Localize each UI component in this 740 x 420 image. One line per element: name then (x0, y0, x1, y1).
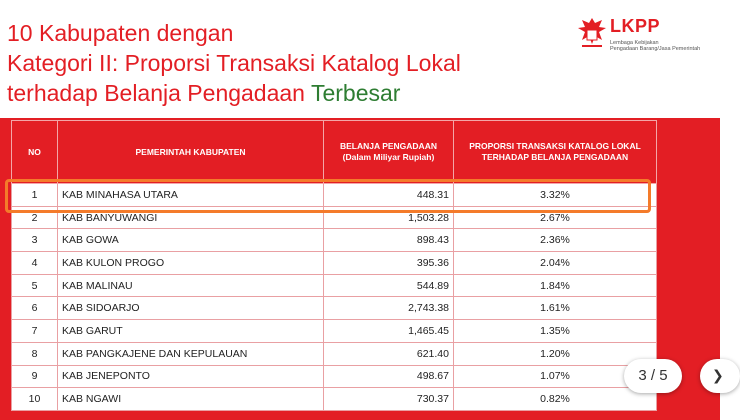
cell-no: 10 (12, 388, 58, 411)
kabupaten-table (11, 120, 657, 411)
cell-spend: 898.43 (324, 229, 454, 252)
cell-name: KAB NGAWI (58, 388, 324, 411)
title-highlight-word: Terbesar (310, 80, 401, 106)
table-row (12, 297, 657, 320)
cell-name: KAB PANGKAJENE DAN KEPULAUAN (58, 342, 324, 365)
table-row (12, 229, 657, 252)
cell-name: KAB MINAHASA UTARA (58, 184, 324, 207)
cell-no: 9 (12, 365, 58, 388)
table-row (12, 388, 657, 411)
row-highlight-box (5, 179, 651, 213)
header-share: PROPORSI TRANSAKSI KATALOG LOKAL TERHADAP BELANJA PENGADAAN (454, 121, 657, 184)
cell-share: 2.36% (454, 229, 657, 252)
title-line-3 (7, 78, 567, 108)
cell-share: 0.82% (454, 388, 657, 411)
cell-no: 4 (12, 252, 58, 275)
cell-name: KAB SIDOARJO (58, 297, 324, 320)
cell-share: 2.67% (454, 206, 657, 229)
cell-name: KAB MALINAU (58, 274, 324, 297)
table-row (12, 320, 657, 343)
logo-subtitle-2: Pengadaan Barang/Jasa Pemerintah (610, 46, 701, 52)
cell-name: KAB GARUT (58, 320, 324, 343)
header-name: PEMERINTAH KABUPATEN (58, 121, 324, 184)
cell-spend: 1,503.28 (324, 206, 454, 229)
slide-title (7, 18, 567, 108)
cell-spend: 395.36 (324, 252, 454, 275)
garuda-emblem-icon (576, 14, 608, 52)
cell-spend: 498.67 (324, 365, 454, 388)
cell-share: 1.35% (454, 320, 657, 343)
logo-brand-text: LKPP (610, 16, 661, 36)
table-row (12, 342, 657, 365)
table-body (12, 184, 657, 411)
cell-name: KAB GOWA (58, 229, 324, 252)
next-slide-button[interactable] (700, 359, 740, 393)
cell-share: 2.04% (454, 252, 657, 275)
cell-share: 3.32% (454, 184, 657, 207)
cell-name: KAB BANYUWANGI (58, 206, 324, 229)
cell-no: 8 (12, 342, 58, 365)
title-line-1: 10 Kabupaten dengan (7, 20, 234, 46)
cell-no: 7 (12, 320, 58, 343)
cell-no: 5 (12, 274, 58, 297)
cell-spend: 1,465.45 (324, 320, 454, 343)
cell-share: 1.07% (454, 365, 657, 388)
cell-spend: 2,743.38 (324, 297, 454, 320)
title-line-3-main: terhadap Belanja Pengadaan (7, 80, 311, 106)
table-header-row (12, 121, 657, 184)
cell-spend: 621.40 (324, 342, 454, 365)
header-spend: BELANJA PENGADAAN (Dalam Miliyar Rupiah) (324, 121, 454, 184)
cell-no: 6 (12, 297, 58, 320)
cell-name: KAB JENEPONTO (58, 365, 324, 388)
cell-share: 1.61% (454, 297, 657, 320)
cell-spend: 730.37 (324, 388, 454, 411)
lkpp-logo (576, 14, 716, 60)
logo-subtitle-1: Lembaga Kebijakan (610, 40, 659, 46)
cell-spend: 544.89 (324, 274, 454, 297)
cell-spend: 448.31 (324, 184, 454, 207)
cell-no: 2 (12, 206, 58, 229)
cell-share: 1.20% (454, 342, 657, 365)
table-row (12, 252, 657, 275)
title-line-2: Kategori II: Proporsi Transaksi Katalog Lokal (7, 50, 461, 76)
cell-no: 3 (12, 229, 58, 252)
page-indicator: 3 / 5 (624, 359, 682, 393)
table-row (12, 274, 657, 297)
cell-share: 1.84% (454, 274, 657, 297)
header-no: NO (12, 121, 58, 184)
table-row (12, 365, 657, 388)
cell-name: KAB KULON PROGO (58, 252, 324, 275)
chevron-right-icon: ❯ (712, 367, 724, 383)
cell-no: 1 (12, 184, 58, 207)
